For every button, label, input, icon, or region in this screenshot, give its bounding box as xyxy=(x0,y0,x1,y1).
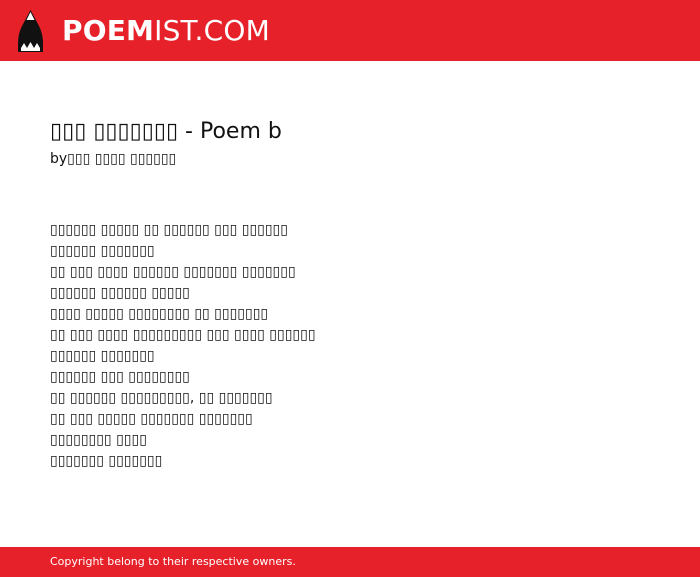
poem-line: ▯▯▯▯▯▯ ▯▯▯ ▯▯▯▯▯▯▯▯ xyxy=(50,369,190,385)
copyright-text: Copyright belong to their respective owners. xyxy=(50,555,296,568)
poem-line: ▯▯▯▯▯▯ ▯▯▯▯▯ ▯▯ ▯▯▯▯▯▯ ▯▯▯ ▯▯▯▯▯▯ xyxy=(50,222,288,238)
site-footer xyxy=(0,547,700,577)
pencil-tip-icon xyxy=(18,10,43,52)
site-header xyxy=(0,0,700,61)
poem-line: ▯▯▯▯▯▯ ▯▯▯▯▯▯ ▯▯▯▯▯ xyxy=(50,285,190,301)
poem-line: ▯▯ ▯▯▯ ▯▯▯▯ ▯▯▯▯▯▯▯▯▯ ▯▯▯ ▯▯▯▯ ▯▯▯▯▯▯ xyxy=(50,327,316,343)
poem-body xyxy=(50,220,316,472)
poem-title: ▯▯▯ ▯▯▯▯▯▯▯ - Poem b xyxy=(50,119,282,144)
poem-line: ▯▯▯▯▯▯▯ ▯▯▯▯▯▯▯ xyxy=(50,453,163,469)
poem-line: ▯▯ ▯▯▯▯▯▯ ▯▯▯▯▯▯▯▯▯, ▯▯ ▯▯▯▯▯▯▯ xyxy=(50,390,273,406)
byline-prefix: by xyxy=(50,151,68,167)
site-logo-link[interactable] xyxy=(18,10,270,52)
poem-line: ▯▯▯▯▯▯ ▯▯▯▯▯▯▯ xyxy=(50,243,155,259)
poem-line: ▯▯ ▯▯▯ ▯▯▯▯▯ ▯▯▯▯▯▯▯ ▯▯▯▯▯▯▯ xyxy=(50,411,253,427)
site-logo-text xyxy=(62,14,270,47)
author-link[interactable]: ▯▯▯ ▯▯▯▯ ▯▯▯▯▯▯ xyxy=(67,151,177,167)
poem-line: ▯▯▯▯▯▯ ▯▯▯▯▯▯▯ xyxy=(50,348,155,364)
logo-text-light: IST.COM xyxy=(154,14,270,47)
poem-line: ▯▯▯▯ ▯▯▯▯▯ ▯▯▯▯▯▯▯▯ ▯▯ ▯▯▯▯▯▯▯ xyxy=(50,306,269,322)
poem-byline xyxy=(50,150,176,168)
poem-line: ▯▯ ▯▯▯ ▯▯▯▯ ▯▯▯▯▯▯ ▯▯▯▯▯▯▯ ▯▯▯▯▯▯▯ xyxy=(50,264,296,280)
logo-text-bold: POEM xyxy=(62,14,155,47)
poem-line: ▯▯▯▯▯▯▯▯ ▯▯▯▯ xyxy=(50,432,147,448)
